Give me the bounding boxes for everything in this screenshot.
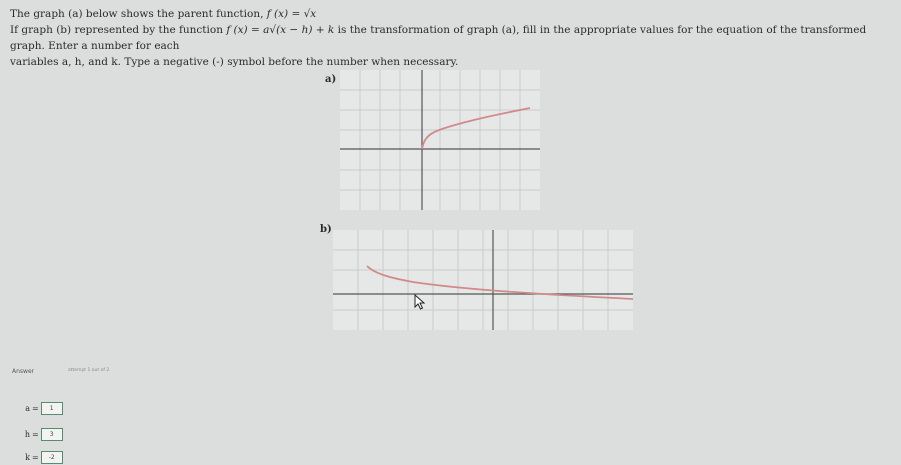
answer-row-k	[20, 451, 63, 464]
transformed-function: f (x) = a√(x − h) + k	[226, 24, 335, 36]
question-line-1: The graph (a) below shows the parent function, f (x) = √x	[10, 8, 317, 20]
mouse-pointer-icon	[414, 294, 426, 310]
graph-b-label: b)	[320, 224, 332, 235]
answer-row-a	[20, 402, 63, 415]
input-k[interactable]: -2	[41, 451, 63, 464]
answer-heading: Answer	[12, 368, 35, 375]
variable-h-label: h	[24, 430, 30, 439]
input-h[interactable]: 3	[41, 428, 63, 441]
equals-sign: =	[32, 404, 39, 413]
parent-function: f (x) = √x	[266, 8, 317, 20]
graph-a	[340, 70, 540, 210]
equals-sign: =	[32, 453, 39, 462]
answer-row-h	[20, 428, 63, 441]
question-text	[10, 6, 895, 70]
question-line-2: If graph (b) represented by the function f (x) = a√(x − h) + k is the transformation of graph (a), fill in the appropriate values for the equation of the transformed graph. Enter a number for each	[10, 24, 867, 52]
attempt-note: attempt 1 out of 2	[68, 368, 110, 373]
graph-b	[333, 230, 633, 330]
input-a[interactable]: 1	[41, 402, 63, 415]
graph-a-label: a)	[325, 74, 337, 85]
variable-a-label: a	[25, 404, 30, 413]
variable-k-label: k	[25, 453, 30, 462]
question-line-3: variables a, h, and k. Type a negative (-) symbol before the number when necessary.	[10, 56, 459, 68]
equals-sign: =	[32, 430, 39, 439]
